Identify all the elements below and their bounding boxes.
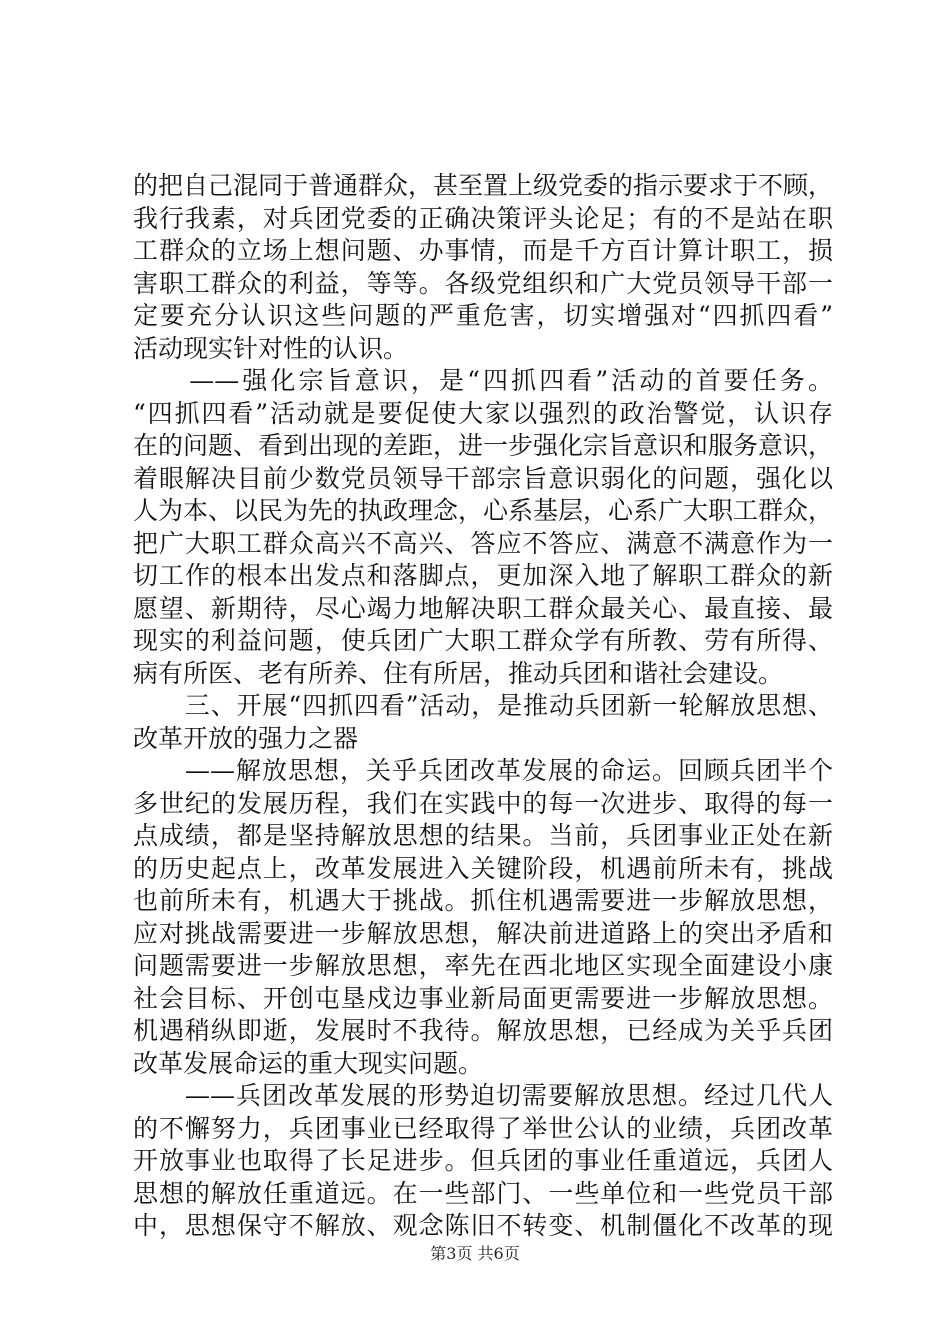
body-line: ——兵团改革发展的形势迫切需要解放思想。经过几代人 [133, 1081, 833, 1110]
body-line: ——解放思想，关乎兵团改革发展的命运。回顾兵团半个 [133, 756, 833, 785]
body-line: 在的问题、看到出现的差距，进一步强化宗旨意识和服务意识， [133, 431, 834, 460]
body-line: 思想的解放任重道远。在一些部门、一些单位和一些党员干部 [133, 1178, 833, 1208]
body-line: 工群众的立场上想问题、办事情，而是千方百计算计职工，损 [133, 236, 833, 265]
body-line: 定要充分认识这些问题的严重危害，切实增强对“四抓四看” [133, 301, 833, 330]
body-line: “四抓四看”活动就是要促使大家以强烈的政治警觉，认识存 [133, 398, 833, 428]
body-line: 也前所未有，机遇大于挑战。抓住机遇需要进一步解放思想， [133, 886, 833, 915]
body-line: ——强化宗旨意识，是“四抓四看”活动的首要任务。 [133, 366, 833, 395]
body-line: 中，思想保守不解放、观念陈旧不转变、机制僵化不改革的现 [133, 1211, 833, 1240]
body-line: 着眼解决目前少数党员领导干部宗旨意识弱化的问题，强化以 [133, 463, 833, 493]
page-footer: 第3页 共6页 [430, 1244, 520, 1263]
body-line: 我行我素，对兵团党委的正确决策评头论足；有的不是站在职 [133, 203, 833, 233]
body-line: 应对挑战需要进一步解放思想，解决前进道路上的突出矛盾和 [133, 918, 833, 948]
body-line: 点成绩，都是坚持解放思想的结果。当前，兵团事业正处在新 [133, 821, 833, 850]
body-line: 把广大职工群众高兴不高兴、答应不答应、满意不满意作为一 [133, 528, 833, 558]
body-line: 现实的利益问题，使兵团广大职工群众学有所教、劳有所得、 [133, 626, 833, 655]
body-line: 改革开放的强力之器 [133, 723, 359, 753]
body-line: 愿望、新期待，尽心竭力地解决职工群众最关心、最直接、最 [133, 593, 833, 623]
document-body [133, 170, 833, 1243]
body-line: 害职工群众的利益，等等。各级党组织和广大党员领导干部一 [133, 268, 833, 298]
body-line: 问题需要进一步解放思想，率先在西北地区实现全面建设小康 [133, 951, 833, 980]
body-line: 改革发展命运的重大现实问题。 [133, 1048, 484, 1078]
body-line: 多世纪的发展历程，我们在实践中的每一次进步、取得的每一 [133, 788, 833, 818]
body-line: 的把自己混同于普通群众，甚至置上级党委的指示要求于不顾， [133, 171, 834, 200]
body-line: 的不懈努力，兵团事业已经取得了举世公认的业绩，兵团改革 [133, 1113, 833, 1143]
body-line: 的历史起点上，改革发展进入关键阶段，机遇前所未有，挑战 [133, 853, 833, 883]
body-line: 活动现实针对性的认识。 [133, 333, 409, 363]
body-line: 开放事业也取得了长足进步。但兵团的事业任重道远，兵团人 [133, 1146, 833, 1175]
body-line: 人为本、以民为先的执政理念，心系基层，心系广大职工群众， [133, 496, 834, 525]
body-line: 三、开展“四抓四看”活动，是推动兵团新一轮解放思想、 [133, 691, 833, 720]
body-line: 社会目标、开创屯垦戍边事业新局面更需要进一步解放思想。 [133, 983, 833, 1013]
body-line: 病有所医、老有所养、住有所居，推动兵团和谐社会建设。 [133, 658, 784, 688]
body-line: 机遇稍纵即逝，发展时不我待。解放思想，已经成为关乎兵团 [133, 1016, 833, 1045]
body-line: 切工作的根本出发点和落脚点，更加深入地了解职工群众的新 [133, 561, 833, 590]
